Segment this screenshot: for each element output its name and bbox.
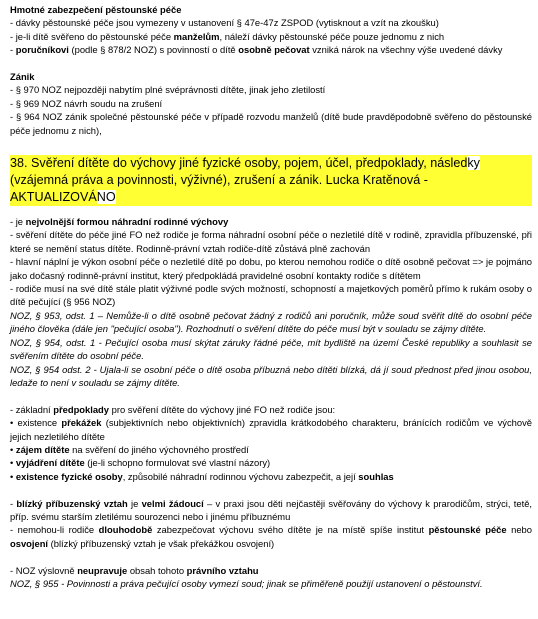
- paragraph: - je nejvolnější formou náhradní rodinné výchovy: [10, 216, 229, 228]
- bullet-item: • zájem dítěte na svěření do jiného výchovného prostředí: [10, 443, 249, 455]
- paragraph: - § 964 NOZ zánik společné pěstounské péče v případě rozvodu manželů (dítě bude pravděpodobně svěřeno do pěstounské péče jednomu z nich),: [10, 111, 532, 136]
- law-quote: NOZ, § 954, odst. 1 - Pečující osoba musí skýtat záruky řádné péče, mít bydliště na území České republiky a souhlasit se svěřením dítěte do osobní péče.: [10, 336, 532, 362]
- paragraph: - rodiče musí na své dítě stále platit výživné podle svých možností, schopností a majetkových poměrů přímo k rukám osoby o dítě pečující (§ 956 NOZ): [10, 283, 532, 308]
- law-quote: NOZ, § 953, odst. 1 – Nemůže-li o dítě osobně pečovat žádný z rodičů ani poručník, může soud svěřit dítě do osobní péče jiného člověka (dále jen "pečující osoba"). Rozhodnutí o svěření dítěte do péče musí být v souladu se zájmy dítěte.: [10, 309, 532, 335]
- document-page: [10, 0, 532, 590]
- paragraph: - poručníkovi (podle § 878/2 NOZ) s povinností o dítě osobně pečovat vzniká nárok na všechny výše uvedené dávky: [10, 44, 503, 56]
- paragraph: - blízký příbuzenský vztah je velmi žádoucí – v praxi jsou děti nejčastěji svěřovány do výchovy k prarodičům, strýci, tetě, příp. svému starším zletilému sourozenci nebo i jinému příbuznému: [10, 497, 533, 522]
- paragraph: - § 970 NOZ nejpozději nabytím plné svéprávnosti dítěte, jinak jeho zletilostí: [10, 84, 326, 96]
- section-title-zanik: Zánik: [10, 71, 35, 83]
- paragraph: - svěření dítěte do péče jiné FO než rodiče je forma náhradní osobní péče o nezletilé dítě v rodině, zpravidla příbuzenské, při které se nemění status dítěte. Rodinně-právní vztah rodiče-dítě zůstává plně zachován: [10, 229, 532, 254]
- law-quote: NOZ, § 954 odst. 2 - Ujala-li se osobní péče o dítě osoba příbuzná nebo dítěti blízká, dá jí soud přednost před jinou osobou, ledaže to není v souladu se zájmy dítěte.: [10, 363, 532, 388]
- paragraph: - je-li dítě svěřeno do pěstounské péče manželům, náleží dávky pěstounské péče pouze jednomu z nich: [10, 30, 445, 42]
- paragraph: - § 969 NOZ návrh soudu na zrušení: [10, 97, 163, 109]
- paragraph: - základní předpoklady pro svěření dítěte do výchovy jiné FO než rodiče jsou:: [10, 403, 336, 415]
- paragraph: - dávky pěstounské péče jsou vymezeny v ustanovení § 47e-47z ZSPOD (vytisknout a vzít na zkoušku): [10, 17, 439, 29]
- paragraph: - NOZ výslovně neupravuje obsah tohoto právního vztahu: [10, 564, 259, 576]
- highlighted-heading: 38. Svěření dítěte do výchovy jiné fyzické osoby, pojem, účel, předpoklady, následky: [10, 155, 532, 172]
- paragraph: - nemohou-li rodiče dlouhodobě zabezpečovat výchovu svého dítěte je na místě spíše institut pěstounské péče nebo osvojení (blízký příbuzenský vztah je však překážkou osvojení): [10, 524, 532, 549]
- paragraph: - hlavní náplní je výkon osobní péče o nezletilé dítě po dobu, po kterou nemohou rodiče o dítě osobně pečovat => je pojmáno jako dočasný rodinně-právní institut, který předpokládá pravidelné osobní kontakty rodiče s dítětem: [10, 256, 532, 281]
- bullet-item: • vyjádření dítěte (je-li schopno formulovat své vlastní názory): [10, 457, 271, 469]
- highlighted-heading: (vzájemná práva a povinnosti, výživné), zrušení a zánik. Lucka Kratěnová - AKTUALIZOVÁNO: [10, 172, 532, 206]
- bullet-item: • existence překážek (subjektivních nebo objektivních) zpravidla krátkodobého charakteru, bránících rodičům ve výchově jejich nezletilého dítěte: [10, 417, 532, 442]
- bullet-item: • existence fyzické osoby, způsobilé náhradní rodinnou výchovu zabezpečit, a její souhlas: [10, 470, 394, 482]
- law-quote: NOZ, § 955 - Povinnosti a práva pečující osoby vymezí soud; jinak se přiměřeně použijí ustanovení o pěstounství.: [10, 577, 483, 589]
- section-title-pestounska: Hmotné zabezpečení pěstounské péče: [10, 4, 182, 15]
